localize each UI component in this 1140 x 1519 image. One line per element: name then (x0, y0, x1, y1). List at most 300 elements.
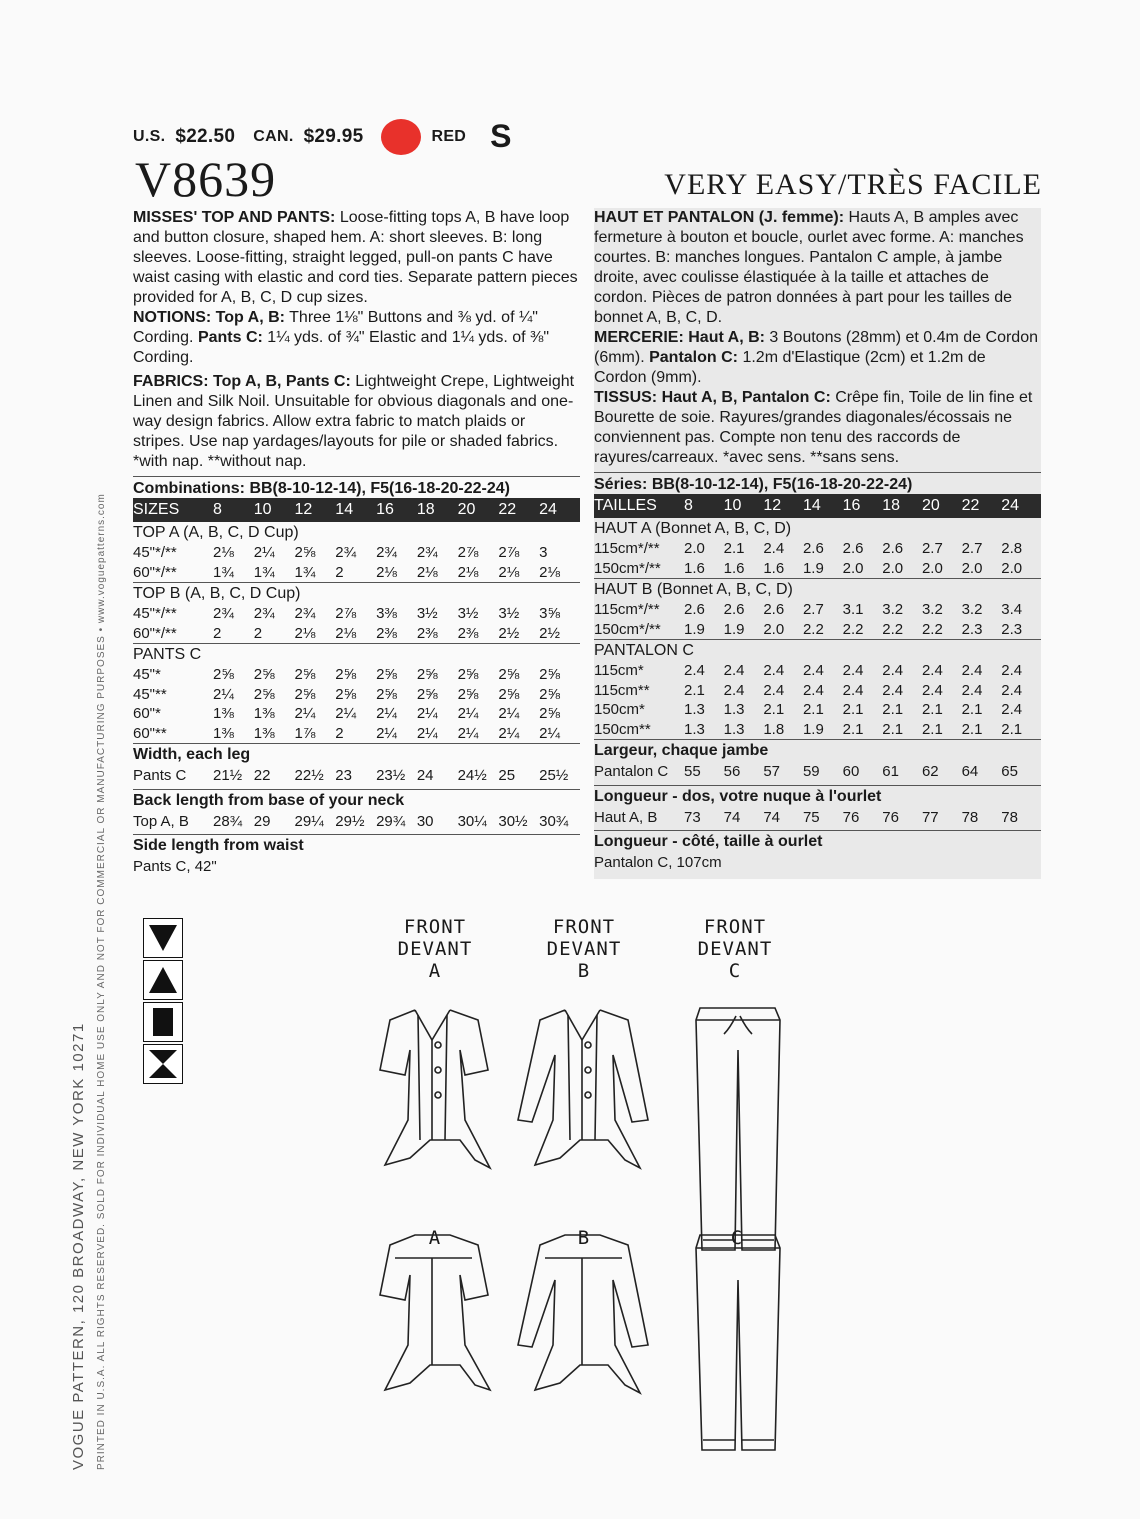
row-value: 2¾ (335, 544, 357, 561)
row-value: 56 (723, 763, 741, 780)
view-letter: A (428, 960, 442, 982)
notions-title-fr: MERCERIE: (594, 329, 684, 346)
row-value: 2⅜ (457, 624, 479, 642)
row-label: 45"** (133, 685, 167, 703)
table-row (594, 559, 1041, 579)
row-value: 2 (253, 624, 263, 642)
row-value: 24½ (457, 767, 487, 784)
row-value: 30¼ (457, 812, 487, 830)
sizes-label: SIZES (133, 501, 180, 518)
row-label: 60"** (133, 724, 167, 742)
row-value: 2¼ (498, 724, 520, 742)
row-value: 2¼ (416, 724, 438, 742)
row-value: 3 (539, 544, 548, 561)
row-value: 2.4 (1001, 701, 1023, 718)
row-value: 2⅛ (294, 624, 316, 642)
row-value: 2¼ (376, 705, 397, 722)
back-row-fr (594, 808, 1041, 828)
row-value: 2.4 (1001, 681, 1023, 699)
row-value: 2.0 (961, 559, 983, 577)
english-column (133, 208, 580, 877)
row-value: 1⅜ (213, 724, 234, 742)
size-cell: 22 (498, 501, 517, 518)
size-cell: 16 (376, 501, 394, 518)
spine-legal: PRINTED IN U.S.A. ALL RIGHTS RESERVED. SOLD FOR INDIVIDUAL HOME USE ONLY AND NOT FOR COMMERCIAL OR MANUFACTURING PURPOSES • www.voguepatterns.com (96, 493, 107, 1470)
row-value: 2⅛ (213, 544, 234, 561)
row-value: 76 (882, 808, 899, 826)
row-value: 22 (253, 767, 271, 784)
size-cell: 18 (882, 497, 901, 514)
row-value: 62 (921, 763, 939, 780)
row-value: 1⅜ (213, 705, 234, 722)
row-value: 23 (335, 767, 352, 784)
table-row (133, 665, 580, 685)
us-price: $22.50 (175, 125, 236, 147)
table-row (133, 604, 580, 624)
width-title: Width, each leg (133, 746, 251, 763)
row-label: 45"*/** (133, 605, 177, 622)
row-value: 2.0 (882, 559, 904, 577)
row-value: 1.9 (802, 559, 824, 577)
row-value: 2.0 (1001, 559, 1023, 577)
row-value: 75 (802, 808, 820, 826)
fabrics-label: Top A, B, Pants C: (213, 373, 351, 390)
size-group (133, 582, 580, 643)
size-group (133, 643, 580, 743)
side-title: Side length from waist (133, 837, 304, 854)
row-value: 2⅞ (457, 544, 479, 561)
garment-line-drawings (370, 990, 810, 1460)
row-label: Haut A, B (594, 808, 658, 826)
us-label: U.S. (133, 127, 166, 145)
notions-fr (594, 328, 1041, 388)
row-label: 60"* (133, 705, 161, 722)
row-value: 2⅝ (416, 666, 438, 683)
size-cell: 22 (961, 497, 980, 514)
row-label: 115cm* (594, 662, 644, 679)
yardage-table-fr (594, 518, 1041, 739)
row-value: 3½ (498, 605, 520, 622)
row-value: 1.9 (802, 720, 824, 738)
row-value: 74 (763, 808, 780, 826)
row-value: 3⅜ (376, 605, 397, 622)
fabrics (133, 372, 580, 472)
row-value: 2⅝ (457, 685, 479, 703)
fabrics-text-fr: Crêpe fin, Toile de lin fine et Bourette de soie. Rayures/grandes diagonales/écossais ne conviennent pas. Compte non tenu des raccords de rayures/carreaux. *avec sens. **sans sens. (594, 389, 1033, 466)
row-value: 2¼ (376, 724, 397, 742)
group-title: HAUT A (Bonnet A, B, C, D) (594, 520, 792, 537)
size-group (594, 518, 1041, 578)
row-value: 2.4 (842, 681, 864, 699)
row-value: 30¾ (539, 812, 569, 830)
row-value: 2.4 (921, 681, 943, 699)
row-value: 2.1 (882, 720, 904, 738)
row-value: 2.1 (1001, 720, 1023, 738)
row-label: 45"* (133, 666, 161, 683)
fabrics-title: FABRICS: (133, 373, 209, 390)
table-row (594, 620, 1041, 640)
up-triangle-icon (143, 960, 183, 1000)
fabrics-fr (594, 388, 1041, 468)
table-row (594, 661, 1041, 681)
description (133, 208, 580, 308)
row-value: 55 (684, 763, 701, 780)
hourglass-icon (143, 1044, 183, 1084)
row-value: 2.4 (882, 681, 904, 699)
row-value: 2⅛ (335, 624, 357, 642)
row-value: 3½ (416, 605, 438, 622)
row-value: 60 (842, 763, 860, 780)
row-value: 2⅝ (213, 666, 234, 683)
row-value: 1¾ (213, 563, 234, 581)
size-group (133, 522, 580, 582)
notions-c-label: Pants C: (197, 329, 263, 346)
group-title: TOP B (A, B, C, D Cup) (133, 585, 301, 602)
size-cell: 8 (213, 501, 222, 518)
row-value: 21½ (213, 767, 243, 784)
pattern-code: V8639 (135, 151, 277, 207)
row-value: 76 (842, 808, 860, 826)
row-value: 1¾ (294, 563, 316, 581)
row-value: 64 (961, 763, 979, 780)
sizes-label: TAILLES (594, 497, 657, 514)
row-value: 1¾ (253, 563, 275, 581)
row-value: 2.4 (763, 681, 785, 699)
row-value: 24 (416, 767, 434, 784)
size-cell: 20 (457, 501, 476, 518)
row-value: 1.3 (684, 720, 705, 738)
row-value: 2⅝ (539, 666, 560, 683)
row-label: 150cm*/** (594, 559, 661, 577)
width-row-fr (594, 762, 1041, 782)
can-price: $29.95 (303, 125, 364, 147)
row-value: 2.2 (882, 620, 904, 638)
side-title-fr: Longueur - côté, taille à ourlet (594, 833, 823, 850)
row-value: 59 (802, 763, 820, 780)
row-value: 2.4 (763, 540, 785, 557)
row-value: 1.6 (723, 559, 745, 577)
row-value: 1⅜ (253, 705, 275, 722)
row-value: 30 (416, 812, 434, 830)
row-value: 2⅝ (335, 685, 357, 703)
fabrics-label-fr: Haut A, B, Pantalon C: (661, 389, 831, 406)
caption-c-back: C (730, 1227, 744, 1249)
group-title: TOP A (A, B, C, D Cup) (133, 524, 299, 541)
row-value: 2⅝ (539, 705, 560, 722)
row-value: 2.6 (802, 540, 824, 557)
row-value: 2.4 (961, 681, 983, 699)
row-value: 2⅝ (498, 685, 520, 703)
row-value: 2.6 (882, 540, 904, 557)
caption-a-back: A (428, 1227, 442, 1249)
row-value: 1.3 (684, 701, 705, 718)
row-value: 77 (921, 808, 939, 826)
row-value: 28¾ (213, 812, 243, 830)
row-value: 65 (1001, 763, 1018, 780)
row-value: 2½ (498, 624, 520, 642)
row-value: 1.9 (684, 620, 705, 638)
view-letter: C (728, 960, 742, 982)
table-row (133, 685, 580, 705)
table-row (133, 724, 580, 744)
size-cell: 16 (842, 497, 861, 514)
row-value: 2.0 (921, 559, 943, 577)
row-value: 2.3 (961, 620, 983, 638)
row-value: 2.2 (842, 620, 864, 638)
row-label: 115cm** (594, 681, 650, 699)
row-value: 2⅝ (253, 685, 275, 703)
row-value: 2.4 (1001, 662, 1023, 679)
row-value: 2.1 (921, 720, 943, 738)
row-label: 60"*/** (133, 624, 177, 642)
side-row-fr: Pantalon C, 107cm (594, 854, 722, 871)
row-value: 1.9 (723, 620, 745, 638)
row-value: 2 (335, 724, 344, 742)
row-value: 2⅝ (335, 666, 357, 683)
desc-text-fr: Hauts A, B amples avec fermeture à bouton et boucle, ourlet avec forme. A: manches courtes. B: manches longues. Pantalon C ample, à jambe droite, avec coulisse élastiquée à la taille et attaches de cordon. Pièces de patron données à part pour les tailles de bonnet A, B, C, D. (594, 209, 1024, 326)
row-value: 2¾ (294, 605, 316, 622)
row-value: 29¾ (376, 812, 406, 830)
size-cell: 12 (294, 501, 313, 518)
row-value: 2⅝ (294, 685, 316, 703)
row-value: 2.6 (723, 601, 745, 618)
french-column (594, 208, 1041, 879)
row-value: 1.6 (763, 559, 785, 577)
row-value: 1.3 (723, 701, 745, 718)
caption-b-back: B (577, 1227, 591, 1249)
row-value: 29¼ (294, 812, 324, 830)
row-value: 2.6 (763, 601, 785, 618)
table-row (133, 624, 580, 644)
size-cell: 24 (539, 501, 557, 518)
devant-label: DEVANT (697, 938, 773, 960)
row-value: 2⅞ (335, 605, 357, 622)
row-label: 115cm*/** (594, 601, 660, 618)
color-label: RED (431, 127, 467, 145)
row-value: 2.4 (763, 662, 785, 679)
width-row (133, 766, 580, 786)
row-value: 2¾ (416, 544, 438, 561)
row-value: 2⅛ (457, 563, 479, 581)
row-label: 150cm** (594, 720, 651, 738)
row-value: 25½ (539, 767, 569, 784)
row-value: 2.1 (842, 720, 864, 738)
front-label: FRONT (552, 916, 616, 938)
width-title-fr: Largeur, chaque jambe (594, 742, 769, 759)
row-value: 2.1 (763, 701, 785, 718)
front-label: FRONT (403, 916, 467, 938)
row-label: 150cm* (594, 701, 645, 718)
row-value: 2⅛ (376, 563, 397, 581)
row-value: 2.1 (802, 701, 824, 718)
row-label: 150cm*/** (594, 620, 661, 638)
notions (133, 308, 580, 368)
row-value: 2⅝ (376, 666, 397, 683)
table-row (594, 700, 1041, 720)
table-row (594, 681, 1041, 701)
row-value: 2¼ (213, 685, 234, 703)
spine-address: VOGUE PATTERN, 120 BROADWAY, NEW YORK 10271 (70, 1022, 87, 1470)
row-value: 2⅛ (498, 563, 520, 581)
row-value: 3.2 (961, 601, 983, 618)
caption-a (380, 916, 490, 982)
row-value: 2.8 (1001, 540, 1023, 557)
notions-title: NOTIONS: (133, 309, 212, 326)
row-value: 3.1 (842, 601, 864, 618)
group-title: HAUT B (Bonnet A, B, C, D) (594, 581, 793, 598)
size-cell: 8 (684, 497, 693, 514)
row-value: 3.2 (882, 601, 904, 618)
notions-a-text: Three 1⅛" Buttons and ⅜ yd. of ¼" Cording. (133, 309, 538, 346)
row-value: 2.4 (842, 662, 864, 679)
size-cell: 14 (335, 501, 354, 518)
yardage-table (133, 522, 580, 743)
row-value: 2.1 (921, 701, 943, 718)
row-value: 2.3 (1001, 620, 1023, 638)
row-value: 1.8 (763, 720, 785, 738)
row-value: 2⅞ (498, 544, 520, 561)
row-value: 2.0 (842, 559, 864, 577)
row-value: 2.4 (961, 662, 983, 679)
combinations: Combinations: BB(8-10-12-14), F5(16-18-20-22-24) (133, 480, 510, 497)
desc-title: MISSES' TOP AND PANTS: (133, 209, 336, 226)
row-value: 2 (335, 563, 344, 581)
row-label: 115cm*/** (594, 540, 660, 557)
notions-a-label: Top A, B: (215, 309, 285, 326)
row-value: 2¼ (416, 705, 438, 722)
row-value: 2⅜ (416, 624, 438, 642)
row-value: 2¼ (498, 705, 520, 722)
caption-b (529, 916, 639, 982)
row-value: 1.3 (723, 720, 745, 738)
row-value: 2 (213, 624, 222, 642)
row-value: 29½ (335, 812, 365, 830)
row-value: 2⅝ (457, 666, 479, 683)
row-value: 2.1 (961, 701, 983, 718)
row-value: 78 (961, 808, 979, 826)
row-value: 2.4 (921, 662, 943, 679)
size-group (594, 578, 1041, 639)
row-value: 2¼ (457, 724, 479, 742)
row-value: 2⅜ (376, 624, 397, 642)
row-value: 2.1 (961, 720, 983, 738)
row-value: 3.4 (1001, 601, 1023, 618)
row-value: 2¼ (253, 544, 275, 561)
row-value: 2¾ (213, 605, 234, 622)
combinations-fr: Séries: BB(8-10-12-14), F5(16-18-20-22-24) (594, 476, 913, 493)
group-title: PANTS C (133, 646, 202, 663)
row-value: 2.1 (842, 701, 864, 718)
row-value: 2.6 (842, 540, 864, 557)
notions-c-text: 1¼ yds. of ¾" Elastic and 1¼ yds. of ⅜" Cording. (133, 329, 550, 366)
size-group (594, 639, 1041, 739)
row-label: Pants C (133, 767, 187, 784)
row-value: 23½ (376, 767, 406, 784)
row-value: 2¼ (457, 705, 479, 722)
row-value: 2.4 (723, 681, 745, 699)
devant-label: DEVANT (397, 938, 473, 960)
size-cell: 20 (921, 497, 940, 514)
row-value: 57 (763, 763, 780, 780)
row-value: 2¼ (294, 705, 316, 722)
row-value: 2.0 (684, 540, 705, 557)
table-row (594, 720, 1041, 740)
row-value: 2½ (539, 624, 560, 642)
back-title: Back length from base of your neck (133, 791, 405, 809)
front-label: FRONT (703, 916, 767, 938)
rectangle-icon (143, 1002, 183, 1042)
row-value: 2⅝ (539, 685, 560, 703)
caption-c (680, 916, 790, 982)
row-value: 2.4 (723, 662, 745, 679)
row-label: 45"*/** (133, 544, 177, 561)
row-value: 2.4 (684, 662, 705, 679)
row-value: 1⅜ (253, 724, 275, 742)
row-value: 2.7 (961, 540, 983, 557)
group-title: PANTALON C (594, 642, 694, 659)
row-label: Pantalon C (594, 763, 669, 780)
table-row (133, 563, 580, 583)
row-value: 2.1 (684, 681, 705, 699)
back-title-fr: Longueur - dos, votre nuque à l'ourlet (594, 787, 882, 805)
can-label: CAN. (253, 127, 294, 145)
size-cell: 24 (1001, 497, 1020, 514)
row-value: 2⅝ (294, 544, 316, 561)
desc-title-fr: HAUT ET PANTALON (J. femme): (594, 209, 845, 226)
row-value: 1⅞ (294, 724, 316, 742)
row-value: 30½ (498, 812, 528, 830)
row-value: 74 (723, 808, 741, 826)
row-value: 2⅛ (539, 563, 560, 581)
side-row: Pants C, 42" (133, 858, 217, 875)
row-label: Top A, B (133, 812, 189, 830)
description-fr (594, 208, 1041, 328)
row-value: 2.0 (763, 620, 785, 638)
table-row (594, 600, 1041, 620)
fabrics-text: Lightweight Crepe, Lightweight Linen and Silk Noil. Unsuitable for obvious diagonals and one-way design fabrics. Allow extra fabric to match plaids or stripes. Use nap yardages/layouts for pile or shaded fabrics. *with nap. **without nap. (133, 373, 575, 470)
layout-symbols (143, 918, 183, 1086)
row-value: 1.6 (684, 559, 705, 577)
row-value: 2¼ (335, 705, 357, 722)
view-letter: B (577, 960, 591, 982)
back-row (133, 812, 580, 832)
row-value: 61 (882, 763, 899, 780)
row-value: 2.1 (882, 701, 904, 718)
row-value: 2⅝ (376, 685, 397, 703)
table-row (594, 539, 1041, 559)
difficulty-level: VERY EASY/TRÈS FACILE (664, 168, 1042, 201)
row-value: 3.2 (921, 601, 943, 618)
row-value: 2.7 (921, 540, 943, 557)
notions-a-text-fr: 3 Boutons (28mm) et 0.4m de Cordon (6mm). (594, 329, 1038, 366)
row-value: 2.7 (802, 601, 824, 618)
size-cell: 14 (802, 497, 821, 514)
fabrics-title-fr: TISSUS: (594, 389, 658, 406)
red-dot-icon (381, 119, 421, 155)
row-value: 3⅝ (539, 605, 560, 622)
row-value: 2.6 (684, 601, 705, 618)
row-value: 2¾ (376, 544, 397, 561)
notions-c-text-fr: 1.2m d'Elastique (2cm) et 1.2m de Cordon (9mm). (594, 349, 986, 386)
row-value: 22½ (294, 767, 324, 784)
size-cell: 18 (416, 501, 435, 518)
size-letter: S (490, 118, 512, 154)
row-value: 2¼ (539, 724, 560, 742)
row-value: 73 (684, 808, 701, 826)
size-cell: 10 (723, 497, 742, 514)
row-value: 2¾ (253, 605, 275, 622)
sizes-header (133, 498, 580, 522)
